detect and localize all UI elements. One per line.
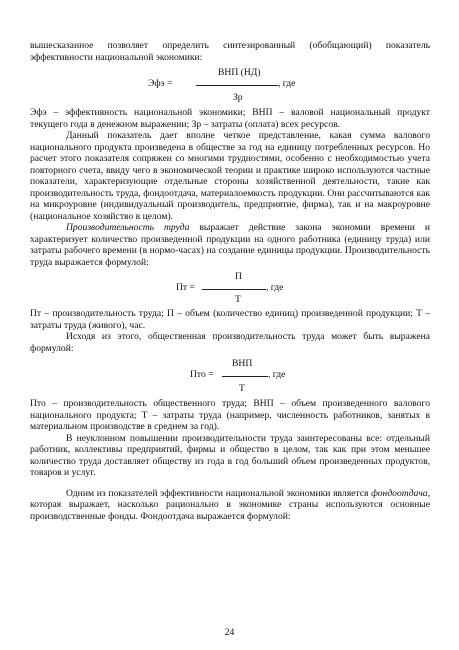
formula-social-lhs: Пто =	[190, 369, 214, 380]
paragraph-social-legend: Пто – производительность общественного труда; ВНП – объем произведенного валового национального продукта; Т – затраты труда (например, численность работников, занятых в материальном производстве в среднем за год).	[30, 398, 430, 432]
formula-labor-fraction-line	[202, 289, 266, 290]
formula-social-numerator: ВНП	[232, 358, 253, 369]
formula-labor-lhs: Пт =	[176, 282, 195, 293]
formula-social-where: , где	[268, 369, 286, 380]
formula-efficiency-lhs: Эфэ =	[148, 78, 173, 89]
formula-efficiency-denominator: Зр	[233, 92, 243, 103]
formula-labor-numerator: П	[235, 271, 242, 282]
term-capital-productivity: фондоотдача	[371, 487, 428, 499]
document-page	[30, 40, 430, 522]
paragraph-capital-productivity-start: Одним из показателей эффективности национальной экономики является	[66, 487, 372, 499]
paragraph-social-productivity: Исходя из этого, общественная производительность труда может быть выражена формулой:	[30, 331, 430, 354]
formula-efficiency	[30, 63, 430, 107]
formula-labor-productivity	[30, 268, 430, 308]
formula-labor-denominator: Т	[235, 294, 241, 305]
formula-social-denominator: Т	[239, 383, 245, 394]
term-labor-productivity: Производительность труда	[66, 222, 190, 233]
formula-efficiency-numerator: ВНП (НД)	[218, 67, 261, 78]
paragraph-productivity-growth: В неуклонном повышении производительности труда заинтересованы все: отдельный работник, коллективы предприятий, фирмы и общество в целом, так как при этом меньшее количество труда доставляет обществу из года в год больший объем произведенных продуктов, товаров и услуг.	[30, 432, 430, 478]
page-number: 24	[224, 627, 235, 638]
formula-social-fraction-line	[222, 376, 268, 377]
paragraph-indicator-description: Данный показатель дает вполне четкое представление, какая сумма валового национального продукта произведена в обществе за год на единицу потребленных ресурсов. Но расчет этого показателя сопряжен со многими трудностями, особенно с необходимостью учета повторного счета, ввиду чего в экономической теории и практике широко используются частные показатели, характеризующие отдельные стороны хозяйственной деятельности, такие как производительность труда, фондоотдача, материалоемкость продукции. Они рассчитываются как на микроуровне (индивидуальный производитель, предприятие, фирма), так и на макроуровне (национальное хозяйство в целом).	[30, 130, 430, 222]
paragraph-labor-productivity-text: выражает действие закона экономии времени и характеризует количество произведенной продукции на одного работника (единицу труда) или затраты рабочего времени (в нормо-часах) на создание единицы продукции. Производительность труда выражается формулой:	[30, 222, 431, 268]
formula-labor-where: , где	[266, 282, 284, 293]
paragraph-intro: вышесказанное позволяет определить синтезированный (обобщающий) показатель эффективности национальной экономики:	[30, 40, 430, 63]
paragraph-labor-legend: Пт – производительность труда; П – объем (количество единиц) произведенной продукции; Т – затраты труда (живого), час.	[30, 308, 430, 331]
paragraph-labor-productivity	[30, 222, 430, 268]
paragraph-capital-productivity	[30, 488, 430, 523]
paragraph-capital-productivity-text: , которая выражает, насколько рационально в экономике страны используются основные производственные фонды. Фондоотдача выражается формулой:	[30, 487, 430, 522]
paragraph-efficiency-legend: Эфэ – эффективность национальной экономики; ВНП – валовой национальный продукт текущего года в денежном выражении; Зр – затраты (оплата) всех ресурсов.	[30, 107, 430, 130]
formula-efficiency-fraction-line	[196, 85, 278, 86]
formula-efficiency-where: , где	[278, 78, 296, 89]
formula-social-productivity	[30, 354, 430, 398]
